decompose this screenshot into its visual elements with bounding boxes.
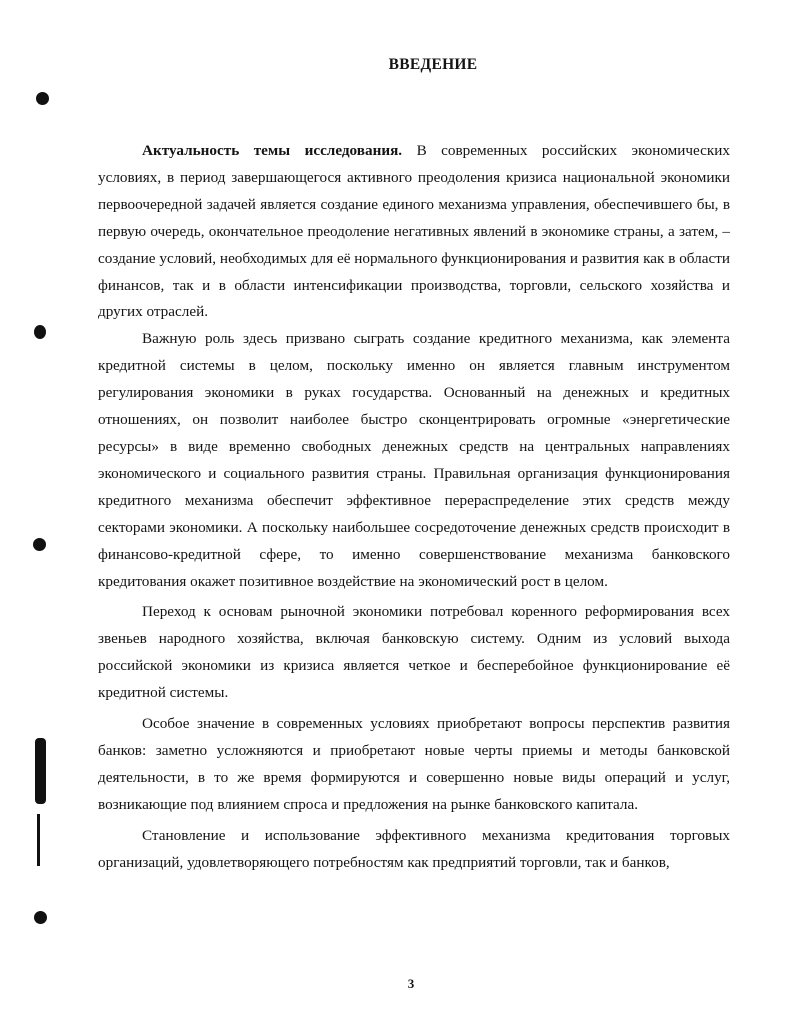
paragraph: Особое значение в современных условиях приобретают вопросы перспектив развития банков: заметно усложняются и приобретают новые черты приемы и методы банковской деятельности, в то же время формируются и совершенно новые виды операций и услуг, возникающие под влиянием спроса и предложения на рынке банковского капитала. xyxy=(98,715,730,813)
binder-hole-mark xyxy=(36,92,49,105)
page-number: 3 xyxy=(407,976,415,991)
binder-hole-mark xyxy=(33,538,46,551)
paragraph: Переход к основам рыночной экономики потребовал коренного реформирования всех звеньев народного хозяйства, включая банковскую систему. Одним из условий выхода российской экономики из кризиса является четкое и бесперебойное функционирование её кредитной системы. xyxy=(98,603,730,702)
scan-edge-mark xyxy=(37,814,40,866)
body-text xyxy=(98,138,730,876)
paragraph xyxy=(98,138,730,326)
binder-hole-mark xyxy=(34,911,47,924)
paragraph: Важную роль здесь призвано сыграть создание кредитного механизма, как элемента кредитной системы в целом, поскольку именно он является главным инструментом регулирования экономики в руках государства. Основанный на денежных и кредитных отношениях, он позволит наиболее быстро сконцентрировать огромные «энергетические ресурсы» в виде временно свободных денежных средств на центральных направлениях экономического и социального развития страны. Правильная организация функционирования кредитного механизма обеспечит эффективное перераспределение этих средств между секторами экономики. А поскольку наибольшее сосредоточение денежных средств происходит в финансово-кредитной сфере, то именно совершенствование механизма банковского кредитования окажет позитивное воздействие на экономический рост в целом. xyxy=(98,330,730,590)
binder-hole-mark xyxy=(34,325,46,339)
paragraph-lead: Актуальность темы исследования. xyxy=(142,142,403,159)
page-title: ВВЕДЕНИЕ xyxy=(388,56,478,73)
paragraph: Становление и использование эффективного механизма кредитования торговых организаций, удовлетворяющего потребностям как предприятий торговли, так и банков, xyxy=(98,826,730,871)
paragraph-text: В современных российских экономических условиях, в период завершающегося активного преодоления кризиса национальной экономики первоочередной задачей является создание единого механизма управления, обеспечившего бы, в первую очередь, окончательное преодоление негативных явлений в экономике страны, а затем, – создание условий, необходимых для её нормального функционирования и развития как в области финансов, так и в области интенсификации производства, торговли, сельского хозяйства и других отраслей. xyxy=(98,142,730,321)
scan-edge-mark xyxy=(35,738,46,804)
